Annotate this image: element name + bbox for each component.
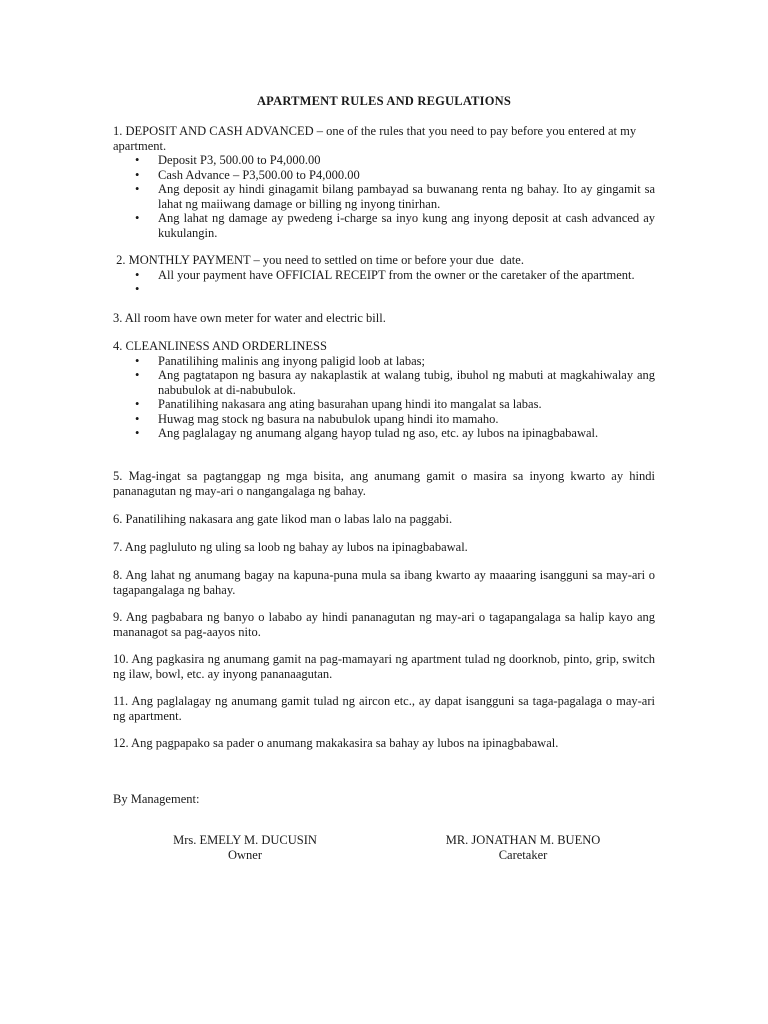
bullet-icon: •: [135, 397, 140, 411]
section-text: 11. Ang paglalagay ng anumang gamit tulad ng aircon etc., ay dapat isangguni sa taga-pagalaga o may-ari ng apartment.: [113, 694, 655, 723]
section-text: 12. Ang pagpapako sa pader o anumang makakasira sa bahay ay lubos na ipinagbabawal.: [113, 736, 559, 750]
section-text: 3. All room have own meter for water and electric bill.: [113, 311, 386, 325]
bullet-icon: •: [135, 282, 140, 296]
section-heading: 2. MONTHLY PAYMENT – you need to settled on time or before your due date.: [113, 253, 524, 267]
section-heading: 1. DEPOSIT AND CASH ADVANCED – one of the rules that you need to pay before you entered at my apartment.: [113, 124, 637, 153]
page-title: APARTMENT RULES AND REGULATIONS: [256, 94, 512, 108]
by-management: By Management:: [113, 792, 200, 806]
caretaker-name: MR. JONATHAN M. BUENO: [445, 833, 601, 847]
list-item-text: Ang paglalagay ng anumang algang hayop tulad ng aso, etc. ay lubos na ipinagbabawal.: [158, 426, 599, 440]
section-cleanliness: [113, 339, 655, 441]
section-monthly-payment: [113, 253, 655, 297]
bullet-icon: •: [135, 426, 140, 440]
bullet-list: [113, 354, 655, 441]
section-deposit: [113, 124, 655, 240]
caretaker-title: Caretaker: [498, 847, 548, 862]
list-item: [113, 211, 655, 240]
section-plumbing: [113, 610, 655, 639]
bullet-icon: •: [135, 267, 140, 282]
section-visitors: [113, 469, 655, 498]
section-text: 10. Ang pagkasira ng anumang gamit na pag-mamayari ng apartment tulad ng doorknob, pinto, grip, switch ng ilaw, bowl, etc. ay inyong pananaagutan.: [113, 652, 655, 681]
list-item: [113, 354, 655, 369]
list-item-text: Deposit P3, 500.00 to P4,000.00: [158, 153, 321, 167]
bullet-icon: •: [135, 182, 140, 196]
section-text: 6. Panatilihing nakasara ang gate likod man o labas lalo na paggabi.: [113, 512, 453, 526]
bullet-icon: •: [135, 167, 140, 182]
list-item-text: Ang lahat ng damage ay pwedeng i-charge sa inyo kung ang inyong deposit at cash advanced ay kukulangin.: [158, 211, 655, 240]
list-item: [113, 282, 655, 297]
list-item: [113, 412, 655, 427]
bullet-icon: •: [135, 153, 140, 167]
owner-name: Mrs. EMELY M. DUCUSIN: [173, 833, 317, 847]
section-cooking: [113, 540, 655, 555]
signature-caretaker: [413, 833, 633, 862]
section-text: 8. Ang lahat ng anumang bagay na kapuna-puna mula sa ibang kwarto ay maaaring isangguni sa may-ari o tagapangalaga ng bahay.: [113, 568, 655, 597]
section-complaints: [113, 568, 655, 597]
list-item-text: All your payment have OFFICIAL RECEIPT from the owner or the caretaker of the apartment.: [158, 267, 635, 282]
list-item-text: Huwag mag stock ng basura na nabubulok upang hindi ito mamaho.: [158, 411, 499, 426]
list-item: [113, 368, 655, 397]
list-item: [113, 397, 655, 412]
list-item-text: Cash Advance – P3,500.00 to P4,000.00: [158, 167, 360, 182]
list-item: [113, 182, 655, 211]
list-item: [113, 153, 655, 168]
bullet-list: [113, 268, 655, 297]
section-text: 5. Mag-ingat sa pagtanggap ng mga bisita, ang anumang gamit o masira sa inyong kwarto ay hindi pananagutan ng may-ari o nangangalaga ng bahay.: [113, 469, 655, 498]
section-heading: 4. CLEANLINESS AND ORDERLINESS: [113, 339, 327, 353]
bullet-icon: •: [135, 211, 140, 225]
list-item-text: Ang pagtatapon ng basura ay nakaplastik at walang tubig, ibuhol ng mabuti at magkahiwalay ang nabubulok at di-nabubulok.: [158, 368, 655, 397]
list-item: [113, 426, 655, 441]
section-damages: [113, 652, 655, 681]
section-text: 9. Ang pagbabara ng banyo o lababo ay hindi pananagutan ng may-ari o tagapangalaga sa halip kayo ang mananagot sa pag-aayos nito.: [113, 610, 655, 639]
section-meter: [113, 311, 655, 326]
signature-owner: [140, 833, 350, 862]
bullet-icon: •: [135, 411, 140, 426]
section-gate: [113, 512, 655, 527]
list-item-text: Panatilihing nakasara ang ating basurahan upang hindi ito mangalat sa labas.: [158, 397, 542, 411]
list-item: [113, 268, 655, 283]
list-item-text: Ang deposit ay hindi ginagamit bilang pambayad sa buwanang renta ng bahay. Ito ay gingamit sa lahat ng maiiwang damage or billing ng inyong tinirhan.: [158, 182, 655, 211]
owner-title: Owner: [227, 847, 262, 862]
bullet-icon: •: [135, 353, 140, 368]
bullet-icon: •: [135, 368, 140, 382]
list-item-text: Panatilihing malinis ang inyong paligid loob at labas;: [158, 353, 425, 368]
section-walls: [113, 736, 655, 751]
list-item: [113, 168, 655, 183]
section-text: 7. Ang pagluluto ng uling sa loob ng bahay ay lubos na ipinagbabawal.: [113, 540, 468, 554]
section-appliances: [113, 694, 655, 723]
bullet-list: [113, 153, 655, 240]
